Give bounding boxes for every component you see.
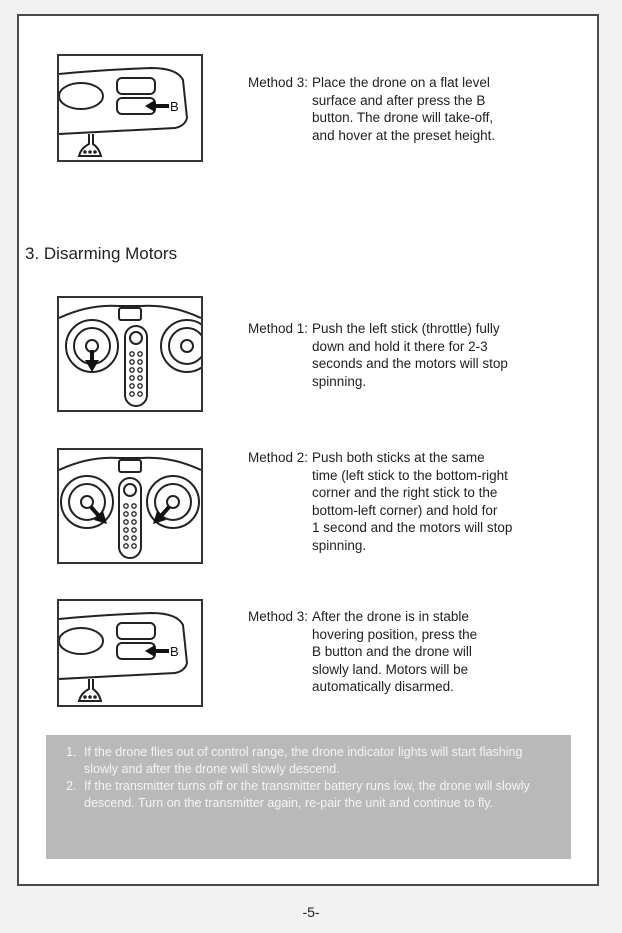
transmitter-side-view-b-button-land-image <box>57 599 203 707</box>
note-item: 1. If the drone flies out of control range, the drone indicator lights will start flashing slowly and after the drone will slowly descend. <box>80 744 557 778</box>
method-label: Method 2: <box>248 450 309 465</box>
section-title: 3. Disarming Motors <box>25 244 178 263</box>
note-item: 2. If the transmitter turns off or the transmitter battery runs low, the drone will slowly descend. Turn on the transmitter again, re-pair the unit and continue to fly. <box>80 778 557 812</box>
method-text: Push both sticks at the same time (left stick to the bottom-right corner and the right stick to the bottom-left corner) and hold for 1 second and the motors will stop spinning. <box>312 450 513 553</box>
transmitter-side-view-b-button-image <box>57 54 203 162</box>
takeoff-method-3 <box>248 74 495 144</box>
method-label: Method 3: <box>248 609 309 624</box>
method-text: Push the left stick (throttle) fully down and hold it there for 2-3 seconds and the motors will stop spinning. <box>312 321 508 389</box>
safety-note-box <box>46 735 571 859</box>
disarm-method-3 <box>248 608 477 696</box>
method-text: After the drone is in stable hovering position, press the B button and the drone will slowly land. Motors will be automatically disarmed. <box>312 609 478 694</box>
transmitter-left-stick-down-image <box>57 296 203 412</box>
b-button-label: B <box>170 99 179 114</box>
disarm-method-2 <box>248 449 512 554</box>
method-text: Place the drone on a flat level surface and after press the B button. The drone will take-off, and hover at the preset height. <box>312 75 496 143</box>
note-list <box>68 744 557 812</box>
b-button-label: B <box>170 644 179 659</box>
transmitter-both-sticks-inward-image <box>57 448 203 564</box>
method-label: Method 1: <box>248 321 309 336</box>
disarm-method-1 <box>248 320 508 390</box>
page-number: -5- <box>302 904 320 920</box>
method-label: Method 3: <box>248 75 309 90</box>
